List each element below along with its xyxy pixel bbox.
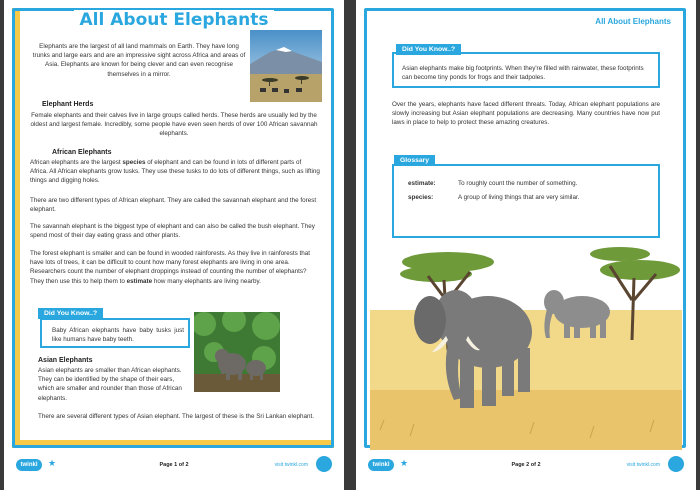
african-paragraph-4: The forest elephant is smaller and can be found in wooded rainforests. As they live in rainforests that have lots of trees, it can be difficult to count how many forest elephants are living in one area. Researchers count the number of elephant droppings instead of counting the number of elephants? They then use this to help them to estimate how many elephants are living nearby.: [30, 250, 311, 285]
glossary-term: estimate:: [408, 180, 436, 187]
glossary-definition: To roughly count the number of something.: [458, 180, 578, 187]
badge-icon: [668, 456, 684, 472]
african-paragraph-2: There are two different types of African elephant. They are called the savannah elephant and the forest elephant.: [30, 197, 317, 214]
asian-paragraph-1: Asian elephants are smaller than African elephants. They can be identified by the shape of their ears, which are smaller and rounder than those of African elephants.: [38, 367, 182, 402]
asian-paragraph-2: There are several different types of Asian elephant. The largest of these is the Sri Lankan elephant.: [38, 413, 314, 420]
glossary-term-species: species: [122, 159, 146, 166]
page-1: [4, 0, 344, 490]
glossary-term: species:: [408, 194, 434, 201]
page-header-title: All About Elephants: [592, 17, 674, 26]
intro-paragraph: Elephants are the largest of all land mammals on Earth. They have long trunks and large ears and are an impressive sight across Africa and areas of Asia. Elephants are known for being clever and can even recognise themselves in a mirror.: [32, 43, 246, 78]
did-you-know-text: Baby African elephants have baby tusks just like humans have baby teeth.: [52, 327, 184, 344]
kilimanjaro-photo: [250, 30, 322, 102]
star-icon: ★: [400, 458, 409, 468]
threats-paragraph: Over the years, elephants have faced different threats. Today, African elephant populations are slowly increasing but Asian elephant populations are decreasing. Many countries have now put laws in place to help to protect these amazing creatures.: [392, 101, 660, 127]
glossary-definition: A group of living things that are very similar.: [458, 194, 580, 201]
glossary-term-estimate: estimate: [126, 277, 153, 285]
savannah-elephants-illustration: [370, 240, 682, 450]
page-title: All About Elephants: [74, 10, 274, 30]
twinkl-logo: twinkl: [16, 459, 42, 471]
herds-heading: Elephant Herds: [42, 101, 94, 108]
african-heading: African Elephants: [52, 149, 112, 156]
did-you-know-box: [392, 52, 660, 88]
asian-heading: Asian Elephants: [38, 357, 93, 364]
page-2: [356, 0, 696, 490]
page-footer: [356, 455, 696, 477]
glossary-label: Glossary: [394, 155, 435, 166]
visit-link[interactable]: visit twinkl.com: [626, 462, 660, 468]
star-icon: ★: [48, 458, 57, 468]
page-number: Page 1 of 2: [159, 462, 189, 468]
asian-elephants-photo: [194, 312, 280, 392]
visit-link[interactable]: visit twinkl.com: [274, 462, 308, 468]
twinkl-logo: twinkl: [368, 459, 394, 471]
glossary-box: [392, 164, 660, 238]
badge-icon: [316, 456, 332, 472]
did-you-know-text: Asian elephants make big footprints. When they're filled with rainwater, these footprints can become tiny ponds for frogs and their tadpoles.: [402, 65, 644, 82]
page-number: Page 2 of 2: [511, 462, 541, 468]
did-you-know-box: [40, 318, 190, 348]
african-paragraph-3: The savannah elephant is the biggest type of elephant and can also be called the bush elephant. They spend most of their day eating grass and other plants.: [30, 223, 315, 240]
did-you-know-label: Did You Know..?: [38, 308, 103, 319]
did-you-know-label: Did You Know..?: [396, 44, 461, 55]
african-paragraph-1: African elephants are the largest species of elephant and can be found in lots of different parts of Africa. All African elephants grow tusks. They use these tusks to do lots of different things, such as lifting things and digging holes.: [30, 159, 320, 185]
herds-paragraph: Female elephants and their calves live in large groups called herds. These herds are usually led by the oldest and largest female. Incredibly, some people have even seen herds of over 100 African savannah elephants.: [30, 112, 318, 138]
page-footer: [4, 455, 344, 477]
